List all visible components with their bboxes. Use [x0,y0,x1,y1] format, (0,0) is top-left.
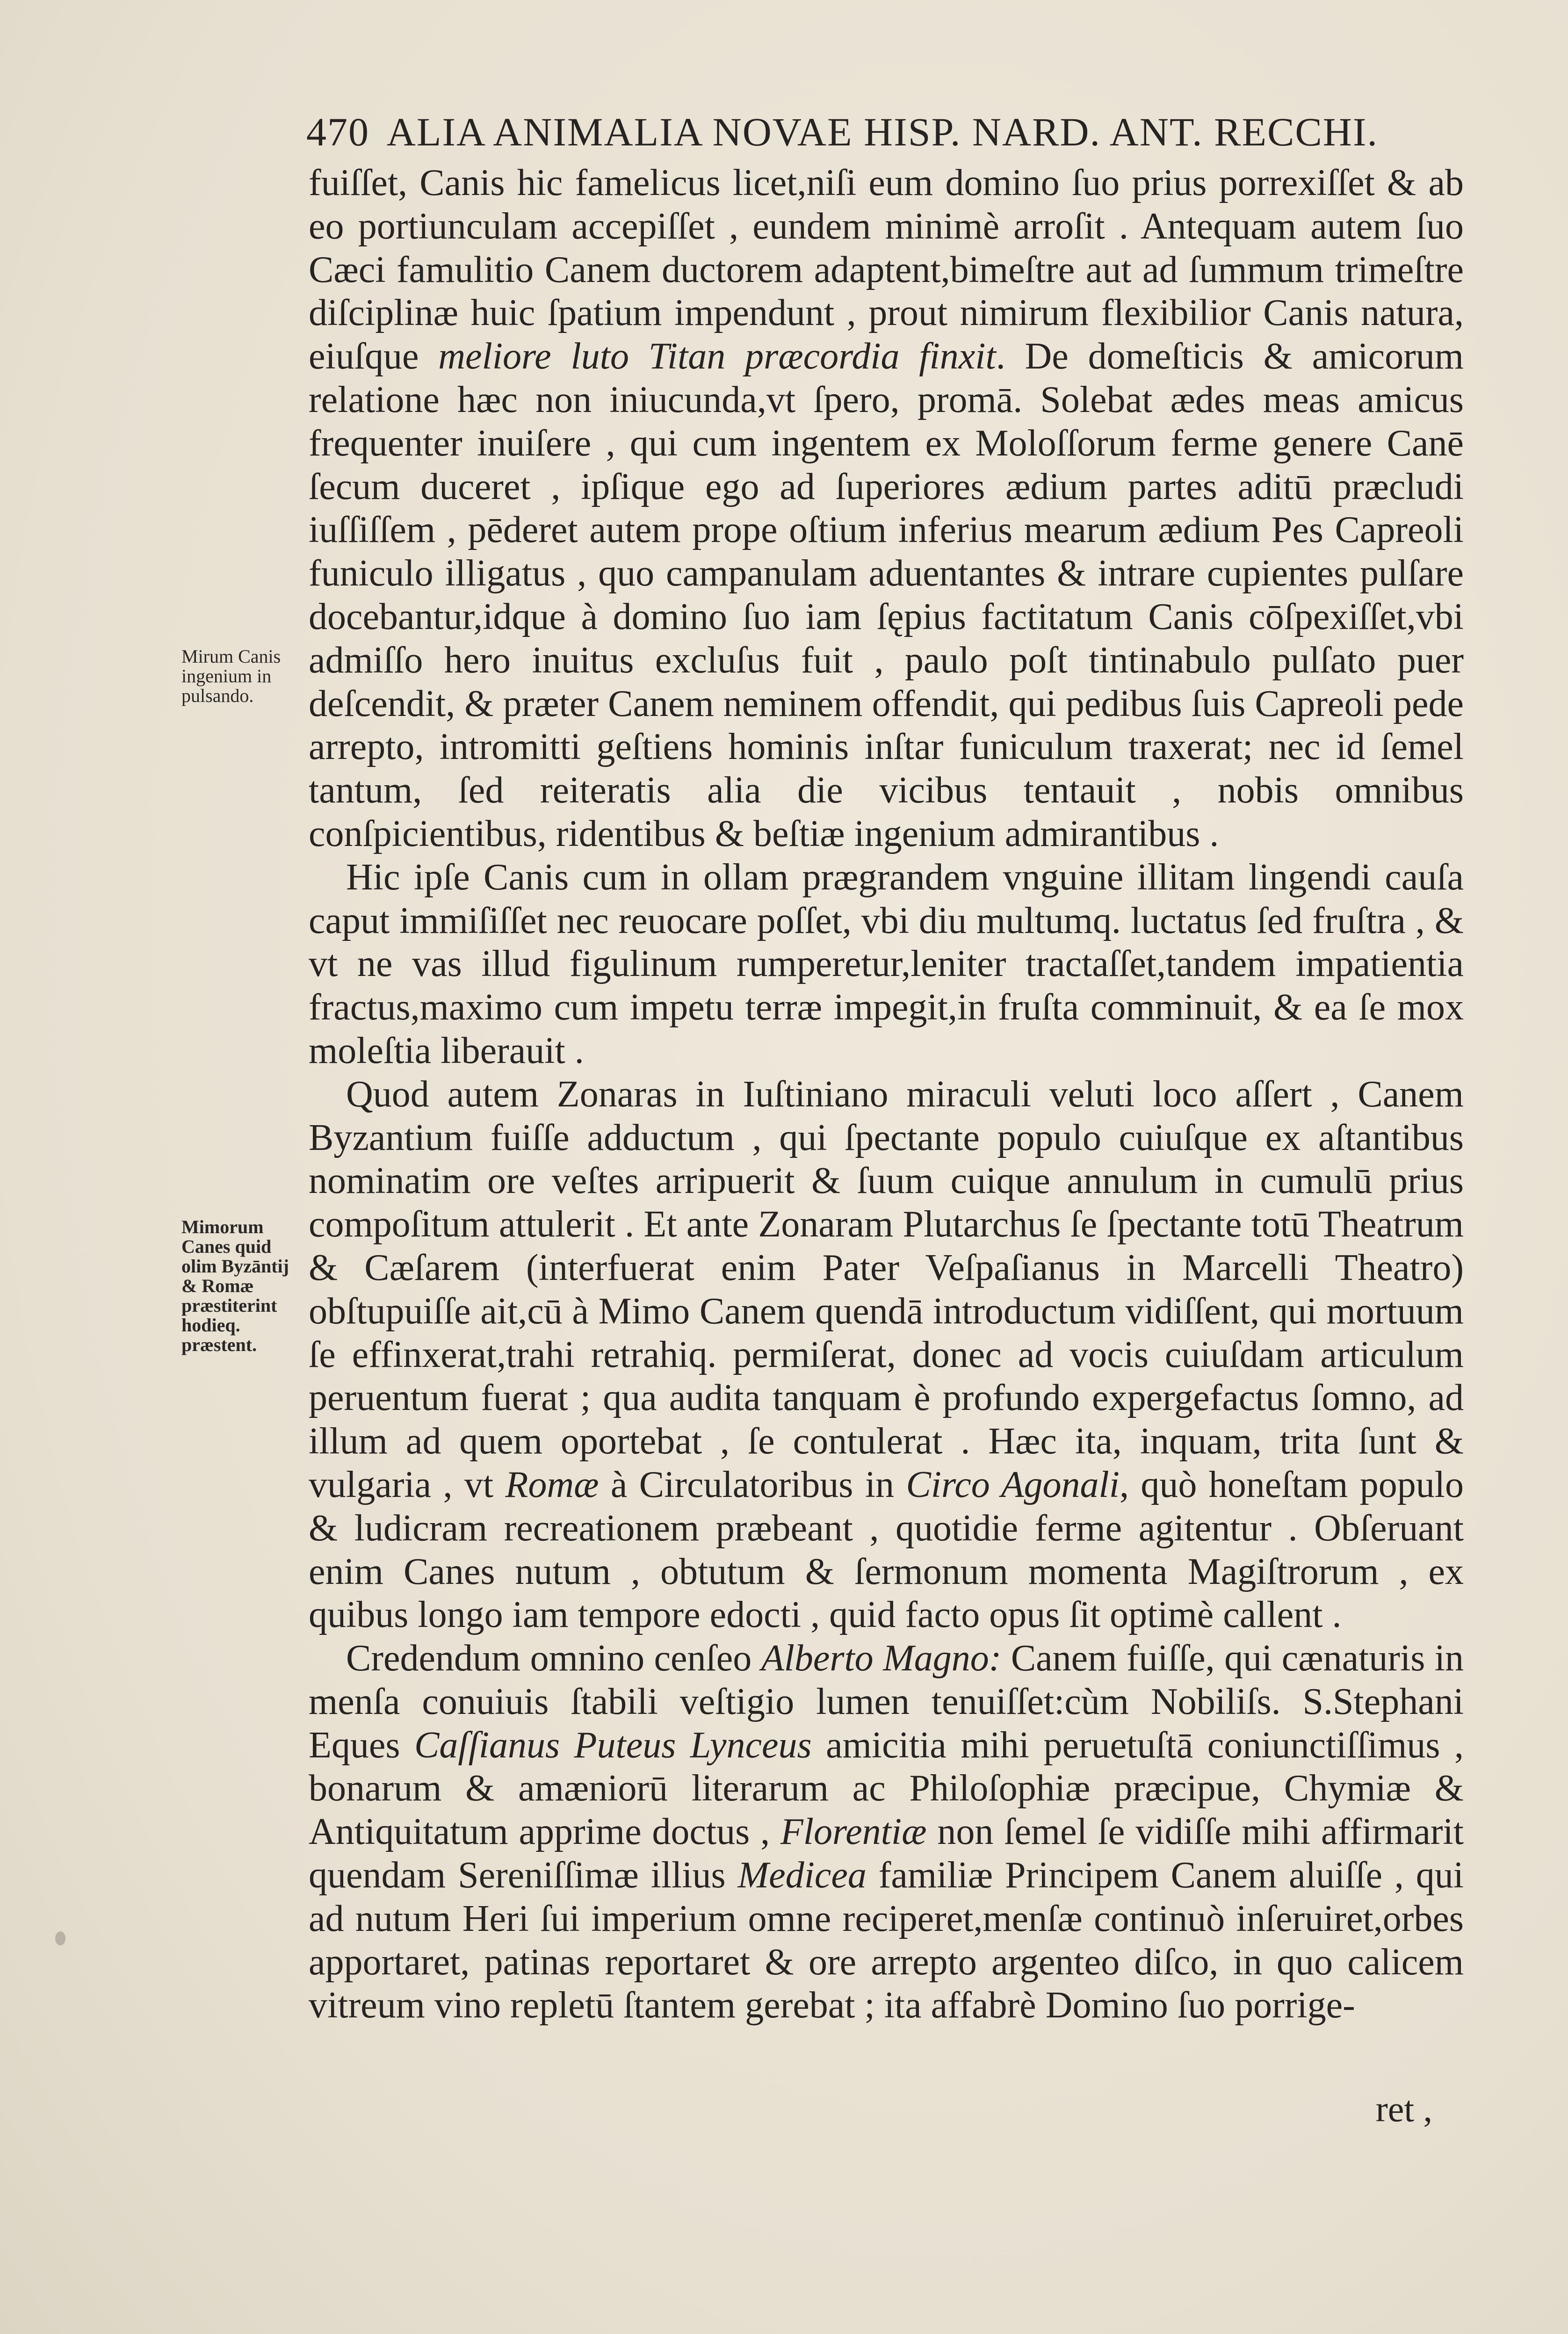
paragraph [309,856,1464,1073]
text-run: . De domeſticis & amicorum relatione hæc non iniucunda,vt ſpero, promā. Solebat ædes meas amicus frequenter inuiſere , qui cum ingentem ex Moloſſorum ferme genere Canē ſecum duceret , ipſique ego ad ſuperiores ædium partes aditū præcludi iuſſiſſem , pēderet autem prope oſtium inferius mearum ædium Pes Capreoli funiculo illigatus , quo campanulam aduentantes & intrare cupientes pulſare docebantur,idque à domino ſuo iam ſępius factitatum Canis cōſpexiſſet,vbi admiſſo hero inuitus excluſus fuit , paulo poſt tintinabulo pulſato puer deſcendit, & præter Canem neminem offendit, qui pedibus ſuis Capreoli pede arrepto, intromitti geſtiens hominis inſtar funiculum traxerat; nec id ſemel tantum, ſed reiteratis alia die vicibus tentauit , nobis omnibus conſpicientibus, ridentibus & beſtiæ ingenium admirantibus . [309,336,1464,854]
paragraph [309,1637,1464,2027]
text-run: fuiſſet, Canis hic famelicus licet,niſi eum domino ſuo prius porrexiſſet & ab eo portiunculam accepiſſet , eundem minimè arroſit . Antequam autem ſuo Cæci famulitio Canem ductorem adaptent,bimeſtre aut ad ſummum trimeſtre diſciplinæ huic ſpatium impendunt , prout nimirum flexibilior Canis natura, eiuſque [309,162,1464,377]
text-run: Credendum omnino cenſeo [346,1638,761,1679]
paragraph [309,1073,1464,1637]
italic-text: Caſſianus Puteus Lynceus [414,1724,812,1766]
text-run: Canem fuiſſe, qui cænaturis in menſa conuiuis ſtabili veſtigio lumen tenuiſſet:cùm Nobiliſs. S.Stephani Eques [309,1638,1464,1766]
paper-speck [55,1931,65,1945]
italic-text: Medicea [737,1855,867,1896]
body-text [309,161,1464,2027]
italic-text: Circo Agonali [906,1464,1120,1505]
catchword: ret , [1375,2088,1432,2129]
text-run: Hic ipſe Canis cum in ollam prægrandem vnguine illitam lingendi cauſa caput immiſiſſet nec reuocare poſſet, vbi diu multumq. luctatus ſed fruſtra , & vt ne vas illud figulinum rumperetur,leniter tractaſſet,tandem impatientia fractus,maximo cum impetu terræ impegit,in fruſta comminuit, & ea ſe mox moleſtia liberauit . [309,856,1464,1071]
text-run: Quod autem Zonaras in Iuſtiniano miraculi veluti loco aſſert , Canem Byzantium fuiſſe adductum , qui ſpectante populo cuiuſque ex aſtantibus nominatim ore veſtes arripuerit & ſuum cuique annulum in cumulū prius compoſitum attulerit . Et ante Zonaram Plutarchus ſe ſpectante totū Theatrum & Cæſarem (interfuerat enim Pater Veſpaſianus in Marcelli Theatro) obſtupuiſſe ait,cū à Mimo Canem quendā introductum vidiſſent, qui mortuum ſe effinxerat,trahi retrahiq. permiſerat, donec ad vocis cuiuſdam articulum peruentum fuerat ; qua audita tanquam è profundo expergefactus ſomno, ad illum ad quem oportebat , ſe contulerat . Hæc ita, inquam, trita ſunt & vulgaria , vt [309,1073,1464,1505]
text-run: à Circulatoribus in [599,1464,906,1505]
italic-text: meliore luto Titan præcordia finxit [438,336,996,377]
margin-note-1: Mirum Canis ingenium in pulsando. [181,646,281,706]
text-run: non ſemel ſe vidiſſe mihi affirmarit quendam Sereniſſimæ illius [309,1811,1464,1896]
paragraph [309,161,1464,856]
margin-note-2: Mimorum Canes quid olim Byzāntij & Romæ præstiterint hodieq. præstent. [181,1216,289,1355]
italic-text: Alberto Magno: [761,1638,1002,1679]
text-run: , quò honeſtam populo & ludicram recreationem præbeant , quotidie ferme agitentur . Obſeruant enim Canes nutum , obtutum & ſermonum momenta Magiſtrorum , ex quibus longo iam tempore edocti , quid facto opus ſit optimè callent . [309,1464,1464,1636]
text-run: familiæ Principem Canem aluiſſe , qui ad nutum Heri ſui imperium omne reciperet,menſæ continuò inſeruiret,orbes apportaret, patinas reportaret & ore arrepto argenteo diſco, in quo calicem vitreum vino repletū ſtantem gerebat ; ita affabrè Domino ſuo porrige- [309,1855,1464,2026]
running-head [306,108,1475,155]
italic-text: Romæ [505,1464,599,1505]
page-number: 470 [306,109,369,154]
running-title: ALIA ANIMALIA NOVAE HISP. NARD. ANT. RECCHI. [386,109,1379,154]
text-run: amicitia mihi peruetuſtā coniunctiſſimus , bonarum & amæniorū literarum ac Philoſophiæ præcipue, Chymiæ & Antiquitatum apprime doctus , [309,1724,1464,1853]
italic-text: Florentiæ [780,1811,927,1853]
